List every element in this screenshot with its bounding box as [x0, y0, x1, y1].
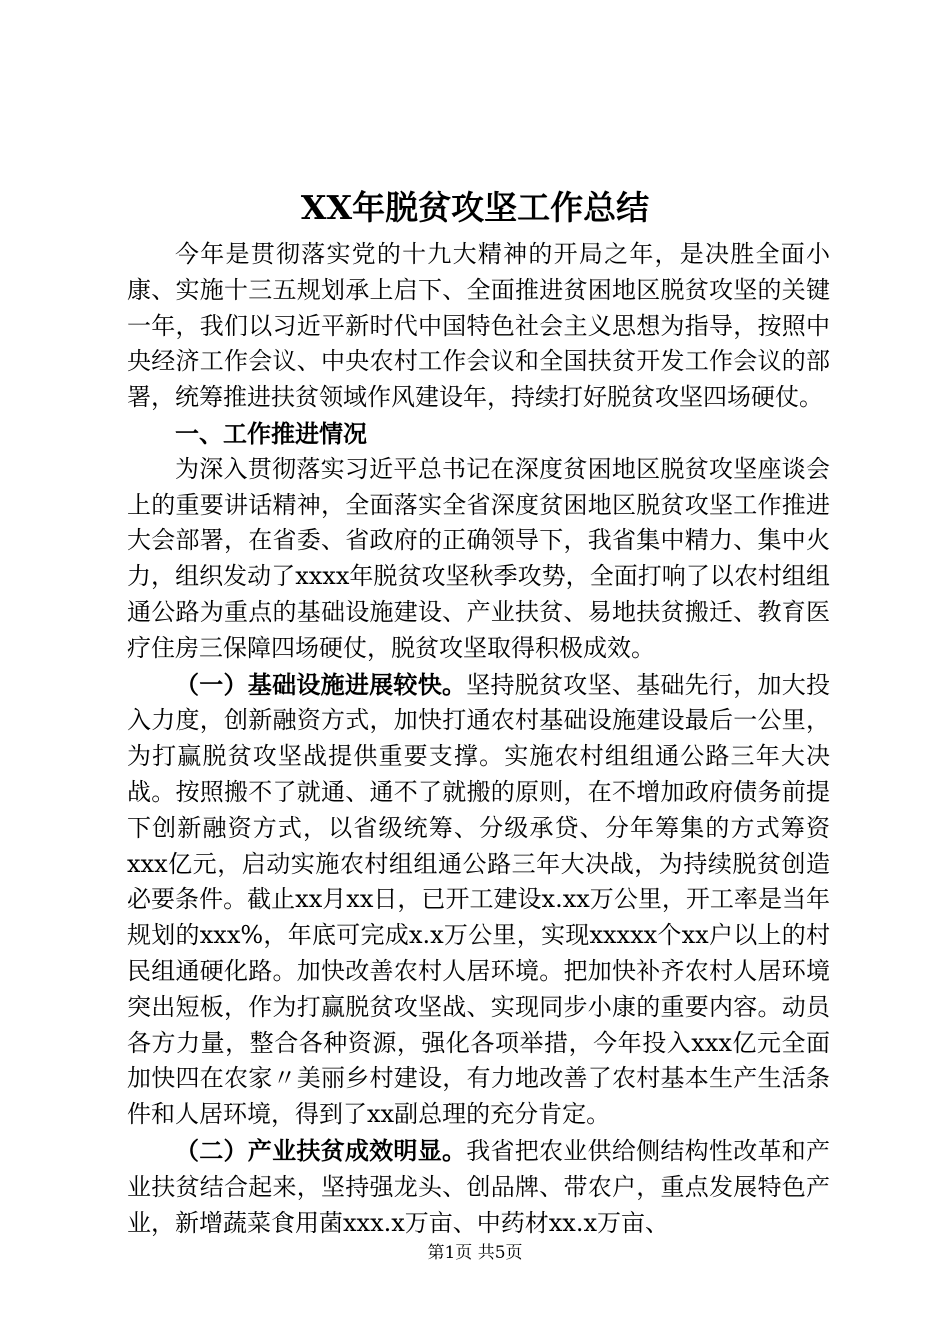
page-footer: 第1页 共5页 — [427, 1243, 523, 1263]
item-1-paragraph — [127, 667, 830, 1133]
item-2-paragraph — [127, 1133, 830, 1241]
document-body — [127, 237, 830, 1241]
item-2-lead: （二）产业扶贫成效明显。 — [175, 1135, 467, 1165]
item-1-lead: （一）基础设施进展较快。 — [175, 669, 467, 699]
section-paragraph: 为深入贯彻落实习近平总书记在深度贫困地区脱贫攻坚座谈会上的重要讲话精神，全面落实全省深度贫困地区脱贫攻坚工作推进大会部署，在省委、省政府的正确领导下，我省集中精力、集中火力，组织发动了xxxx年脱贫攻坚秋季攻势，全面打响了以农村组组通公路为重点的基础设施建设、产业扶贫、易地扶贫搬迁、教育医疗住房三保障四场硬仗，脱贫攻坚取得积极成效。 — [127, 454, 830, 662]
intro-paragraph: 今年是贯彻落实党的十九大精神的开局之年，是决胜全面小康、实施十三五规划承上启下、全面推进贫困地区脱贫攻坚的关键一年，我们以习近平新时代中国特色社会主义思想为指导，按照中央经济工作会议、中央农村工作会议和全国扶贫开发工作会议的部署，统筹推进扶贫领域作风建设年，持续打好脱贫攻坚四场硬仗。 — [127, 240, 830, 412]
item-1-text: 坚持脱贫攻坚、基础先行，加大投入力度，创新融资方式，加快打通农村基础设施建设最后一公里，为打赢脱贫攻坚战提供重要支撑。实施农村组组通公路三年大决战。按照搬不了就通、通不了就搬的原则，在不增加政府债务前提下创新融资方式，以省级统筹、分级承贷、分年筹集的方式筹资xxx亿元，启动实施农村组组通公路三年大决战，为持续脱贫创造必要条件。截止xx月xx日，已开工建设x.xx万公里，开工率是当年规划的xxx%，年底可完成x.x万公里，实现xxxxx个xx户以上的村民组通硬化路。加快改善农村人居环境。把加快补齐农村人居环境突出短板，作为打赢脱贫攻坚战、实现同步小康的重要内容。动员各方力量，整合各种资源，强化各项举措，今年投入xxx亿元全面加快四在农家〃美丽乡村建设，有力地改善了农村基本生产生活条件和人居环境，得到了xx副总理的充分肯定。 — [127, 670, 831, 1129]
section-heading: 一、工作推进情况 — [175, 418, 367, 448]
document-title: XX年脱贫攻坚工作总结 — [300, 188, 650, 227]
item-2-text: 我省把农业供给侧结构性改革和产业扶贫结合起来，坚持强龙头、创品牌、带农户，重点发展特色产业，新增蔬菜食用菌xxx.x万亩、中药材xx.x万亩、 — [127, 1136, 831, 1237]
